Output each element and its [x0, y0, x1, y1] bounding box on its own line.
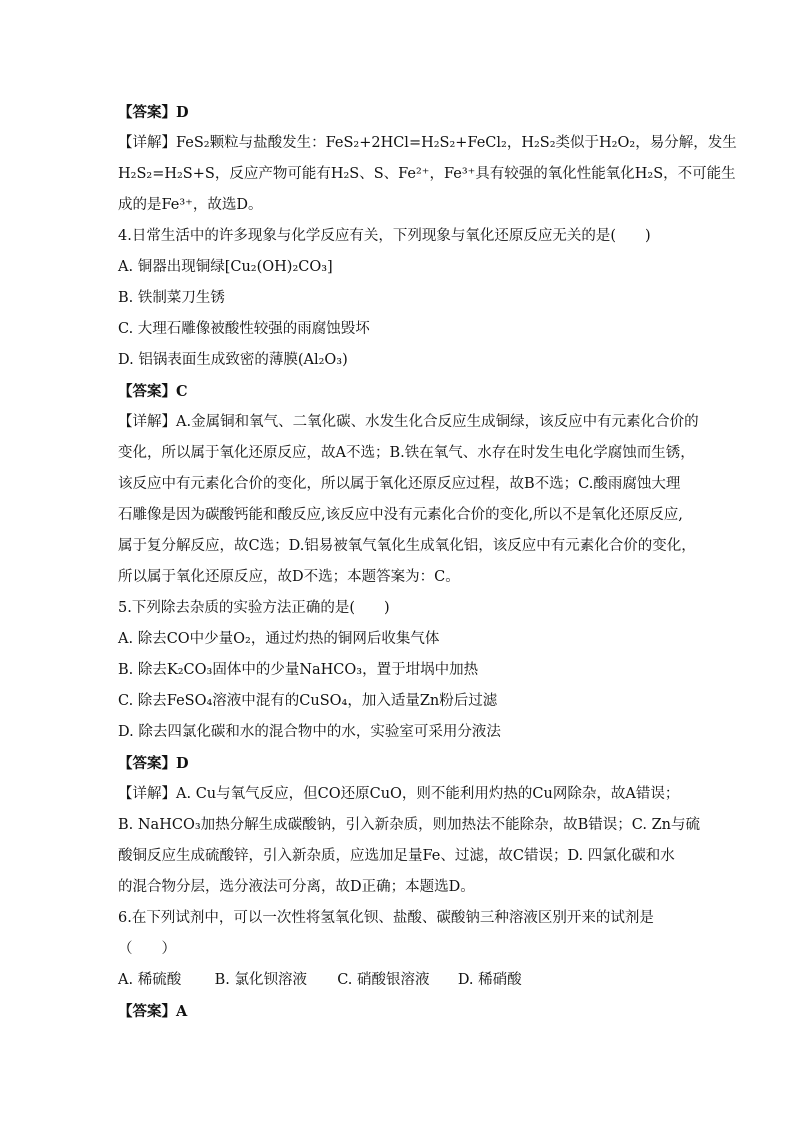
document-page: [118, 97, 737, 1027]
q3-detail-line: 成的是Fe³⁺，故选D。: [118, 197, 263, 213]
q4-option-d: D. 铝锅表面生成致密的薄膜(Al₂O₃): [118, 352, 348, 368]
q4-detail-line: 所以属于氧化还原反应，故D不选；本题答案为：C。: [118, 569, 460, 585]
q4-option-b: B. 铁制菜刀生锈: [118, 290, 225, 306]
q6-stem-bracket: （ ）: [118, 941, 176, 957]
q4-detail-line: 变化，所以属于氧化还原反应，故A不选；B.铁在氧气、水存在时发生电化学腐蚀而生锈，: [118, 445, 695, 461]
q4-detail-line: 该反应中有元素化合价的变化，所以属于氧化还原反应过程，故B不选；C.酸雨腐蚀大理: [118, 476, 681, 492]
q5-option-b: B. 除去K₂CO₃固体中的少量NaHCO₃，置于坩埚中加热: [118, 662, 479, 678]
q5-option-a: A. 除去CO中少量O₂，通过灼热的铜网后收集气体: [118, 631, 440, 647]
q5-detail-line: B. NaHCO₃加热分解生成碳酸钠，引入新杂质，则加热法不能除杂，故B错误；C. Zn与硫: [118, 817, 701, 833]
q4-stem: 4.日常生活中的许多现象与化学反应有关，下列现象与氧化还原反应无关的是( ): [118, 228, 651, 244]
q4-detail-line: 【详解】A.金属铜和氧气、二氧化碳、水发生化合反应生成铜绿，该反应中有元素化合价的: [118, 414, 699, 430]
q6-option-d: D. 稀硝酸: [457, 972, 522, 988]
q5-detail-line: 的混合物分层，选分液法可分离，故D正确；本题选D。: [118, 879, 475, 895]
q6-answer: 【答案】A: [118, 1003, 188, 1020]
q6-option-b: B. 氯化钡溶液: [214, 972, 307, 988]
q5-answer: 【答案】D: [118, 755, 189, 772]
q4-option-c: C. 大理石雕像被酸性较强的雨腐蚀毁坏: [118, 321, 370, 337]
q6-option-a: A. 稀硫酸: [118, 972, 182, 988]
q5-detail-line: 酸铜反应生成硫酸锌，引入新杂质，应选加足量Fe、过滤，故C错误；D. 四氯化碳和水: [118, 848, 675, 864]
q5-option-c: C. 除去FeSO₄溶液中混有的CuSO₄，加入适量Zn粉后过滤: [118, 693, 498, 709]
q4-detail-line: 属于复分解反应，故C选；D.铝易被氧气氧化生成氧化铝，该反应中有元素化合价的变化，: [118, 538, 696, 554]
q5-stem: 5.下列除去杂质的实验方法正确的是( ): [118, 600, 390, 616]
q5-detail-line: 【详解】A. Cu与氧气反应，但CO还原CuO，则不能利用灼热的Cu网除杂，故A错误；: [118, 786, 680, 802]
q3-answer: 【答案】D: [118, 104, 189, 121]
q4-detail-line: 石雕像是因为碳酸钙能和酸反应,该反应中没有元素化合价的变化,所以不是氧化还原反应,: [118, 507, 683, 523]
q3-detail-line: 【详解】FeS₂颗粒与盐酸发生：FeS₂+2HCl=H₂S₂+FeCl₂，H₂S₂类似于H₂O₂，易分解，发生: [118, 135, 737, 151]
q4-option-a: A. 铜器出现铜绿[Cu₂(OH)₂CO₃]: [118, 259, 333, 275]
q6-option-c: C. 硝酸银溶液: [337, 972, 430, 988]
q6-options: [118, 965, 678, 996]
q5-option-d: D. 除去四氯化碳和水的混合物中的水，实验室可采用分液法: [118, 724, 501, 740]
q6-stem: 6.在下列试剂中，可以一次性将氢氧化钡、盐酸、碳酸钠三种溶液区别开来的试剂是: [118, 910, 654, 926]
q3-detail-line: H₂S₂=H₂S+S，反应产物可能有H₂S、S、Fe²⁺，Fe³⁺具有较强的氧化性能氧化H₂S，不可能生: [118, 166, 736, 182]
q4-answer: 【答案】C: [118, 383, 188, 400]
